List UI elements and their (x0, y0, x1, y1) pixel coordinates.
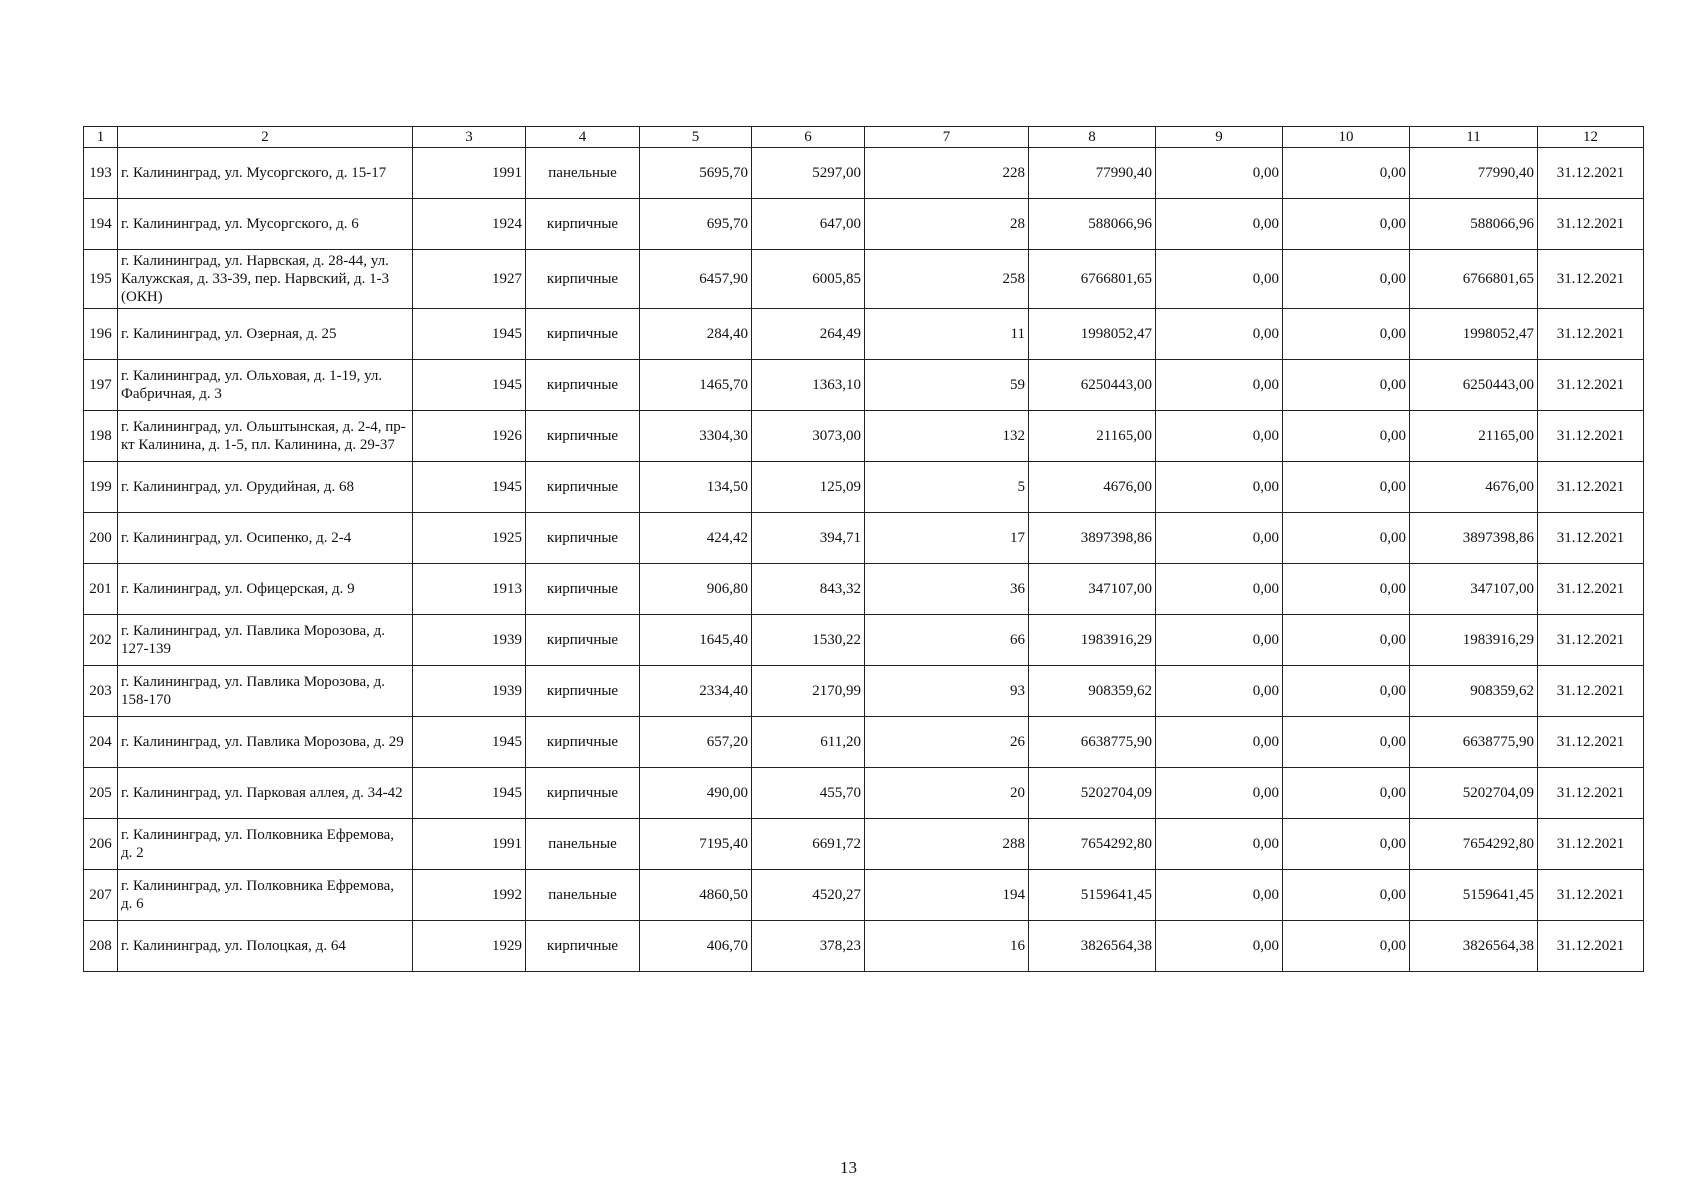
amount-cell: 5202704,09 (1410, 768, 1538, 819)
living-area-cell: 3073,00 (752, 411, 865, 462)
column-header: 6 (752, 127, 865, 148)
amount-cell: 347107,00 (1410, 564, 1538, 615)
address-cell: г. Калининград, ул. Павлика Морозова, д. 127-139 (118, 615, 413, 666)
amount-cell: 0,00 (1156, 870, 1283, 921)
living-area-cell: 125,09 (752, 462, 865, 513)
amount-cell: 0,00 (1283, 717, 1410, 768)
table-row (84, 360, 1644, 411)
table-row (84, 717, 1644, 768)
amount-cell: 0,00 (1156, 462, 1283, 513)
total-cost-cell: 6250443,00 (1029, 360, 1156, 411)
column-header: 8 (1029, 127, 1156, 148)
amount-cell: 6638775,90 (1410, 717, 1538, 768)
year-built-cell: 1992 (413, 870, 526, 921)
residents-count-cell: 288 (865, 819, 1029, 870)
residents-count-cell: 132 (865, 411, 1029, 462)
table-row (84, 666, 1644, 717)
total-cost-cell: 21165,00 (1029, 411, 1156, 462)
amount-cell: 0,00 (1156, 768, 1283, 819)
total-area-cell: 134,50 (640, 462, 752, 513)
wall-material-cell: кирпичные (526, 411, 640, 462)
amount-cell: 0,00 (1283, 564, 1410, 615)
living-area-cell: 6691,72 (752, 819, 865, 870)
total-area-cell: 284,40 (640, 309, 752, 360)
year-built-cell: 1945 (413, 462, 526, 513)
living-area-cell: 264,49 (752, 309, 865, 360)
address-cell: г. Калининград, ул. Ольховая, д. 1-19, ул. Фабричная, д. 3 (118, 360, 413, 411)
amount-cell: 0,00 (1156, 513, 1283, 564)
amount-cell: 0,00 (1156, 819, 1283, 870)
total-cost-cell: 6638775,90 (1029, 717, 1156, 768)
wall-material-cell: кирпичные (526, 564, 640, 615)
amount-cell: 0,00 (1283, 309, 1410, 360)
amount-cell: 0,00 (1156, 199, 1283, 250)
amount-cell: 0,00 (1156, 921, 1283, 972)
amount-cell: 0,00 (1156, 564, 1283, 615)
year-built-cell: 1991 (413, 148, 526, 199)
row-number-cell: 199 (84, 462, 118, 513)
address-cell: г. Калининград, ул. Павлика Морозова, д. 29 (118, 717, 413, 768)
year-built-cell: 1927 (413, 250, 526, 309)
address-cell: г. Калининград, ул. Озерная, д. 25 (118, 309, 413, 360)
amount-cell: 7654292,80 (1410, 819, 1538, 870)
table-row (84, 513, 1644, 564)
amount-cell: 1998052,47 (1410, 309, 1538, 360)
completion-date-cell: 31.12.2021 (1538, 666, 1644, 717)
residents-count-cell: 28 (865, 199, 1029, 250)
wall-material-cell: кирпичные (526, 921, 640, 972)
completion-date-cell: 31.12.2021 (1538, 250, 1644, 309)
amount-cell: 0,00 (1283, 921, 1410, 972)
amount-cell: 77990,40 (1410, 148, 1538, 199)
amount-cell: 0,00 (1283, 666, 1410, 717)
address-cell: г. Калининград, ул. Орудийная, д. 68 (118, 462, 413, 513)
page-number: 13 (840, 1158, 857, 1177)
completion-date-cell: 31.12.2021 (1538, 717, 1644, 768)
completion-date-cell: 31.12.2021 (1538, 921, 1644, 972)
completion-date-cell: 31.12.2021 (1538, 870, 1644, 921)
row-number-cell: 208 (84, 921, 118, 972)
row-number-cell: 202 (84, 615, 118, 666)
column-header: 3 (413, 127, 526, 148)
completion-date-cell: 31.12.2021 (1538, 768, 1644, 819)
amount-cell: 0,00 (1156, 717, 1283, 768)
amount-cell: 0,00 (1156, 615, 1283, 666)
column-header: 12 (1538, 127, 1644, 148)
amount-cell: 588066,96 (1410, 199, 1538, 250)
year-built-cell: 1913 (413, 564, 526, 615)
total-area-cell: 657,20 (640, 717, 752, 768)
wall-material-cell: панельные (526, 870, 640, 921)
row-number-cell: 193 (84, 148, 118, 199)
completion-date-cell: 31.12.2021 (1538, 360, 1644, 411)
completion-date-cell: 31.12.2021 (1538, 615, 1644, 666)
total-area-cell: 6457,90 (640, 250, 752, 309)
wall-material-cell: кирпичные (526, 199, 640, 250)
row-number-cell: 194 (84, 199, 118, 250)
living-area-cell: 647,00 (752, 199, 865, 250)
living-area-cell: 611,20 (752, 717, 865, 768)
total-area-cell: 490,00 (640, 768, 752, 819)
column-header: 10 (1283, 127, 1410, 148)
column-header: 7 (865, 127, 1029, 148)
amount-cell: 0,00 (1156, 148, 1283, 199)
completion-date-cell: 31.12.2021 (1538, 309, 1644, 360)
year-built-cell: 1945 (413, 717, 526, 768)
address-cell: г. Калининград, ул. Полковника Ефремова, д. 2 (118, 819, 413, 870)
wall-material-cell: панельные (526, 819, 640, 870)
total-cost-cell: 3897398,86 (1029, 513, 1156, 564)
amount-cell: 6766801,65 (1410, 250, 1538, 309)
total-cost-cell: 1983916,29 (1029, 615, 1156, 666)
address-cell: г. Калининград, ул. Парковая аллея, д. 34-42 (118, 768, 413, 819)
living-area-cell: 455,70 (752, 768, 865, 819)
residents-count-cell: 59 (865, 360, 1029, 411)
year-built-cell: 1929 (413, 921, 526, 972)
amount-cell: 0,00 (1156, 360, 1283, 411)
wall-material-cell: кирпичные (526, 717, 640, 768)
address-cell: г. Калининград, ул. Мусоргского, д. 15-17 (118, 148, 413, 199)
total-cost-cell: 77990,40 (1029, 148, 1156, 199)
table-row (84, 615, 1644, 666)
total-cost-cell: 5202704,09 (1029, 768, 1156, 819)
amount-cell: 1983916,29 (1410, 615, 1538, 666)
wall-material-cell: кирпичные (526, 360, 640, 411)
column-header: 9 (1156, 127, 1283, 148)
residents-count-cell: 36 (865, 564, 1029, 615)
amount-cell: 5159641,45 (1410, 870, 1538, 921)
column-header: 11 (1410, 127, 1538, 148)
total-cost-cell: 6766801,65 (1029, 250, 1156, 309)
address-cell: г. Калининград, ул. Мусоргского, д. 6 (118, 199, 413, 250)
amount-cell: 3826564,38 (1410, 921, 1538, 972)
completion-date-cell: 31.12.2021 (1538, 462, 1644, 513)
residents-count-cell: 26 (865, 717, 1029, 768)
row-number-cell: 200 (84, 513, 118, 564)
amount-cell: 0,00 (1156, 250, 1283, 309)
total-area-cell: 1465,70 (640, 360, 752, 411)
row-number-cell: 195 (84, 250, 118, 309)
residents-count-cell: 194 (865, 870, 1029, 921)
total-area-cell: 424,42 (640, 513, 752, 564)
amount-cell: 0,00 (1156, 411, 1283, 462)
row-number-cell: 205 (84, 768, 118, 819)
year-built-cell: 1939 (413, 666, 526, 717)
amount-cell: 4676,00 (1410, 462, 1538, 513)
address-cell: г. Калининград, ул. Ольштынская, д. 2-4, пр-кт Калинина, д. 1-5, пл. Калинина, д. 29-37 (118, 411, 413, 462)
amount-cell: 0,00 (1283, 148, 1410, 199)
address-cell: г. Калининград, ул. Офицерская, д. 9 (118, 564, 413, 615)
wall-material-cell: кирпичные (526, 250, 640, 309)
total-area-cell: 3304,30 (640, 411, 752, 462)
total-area-cell: 406,70 (640, 921, 752, 972)
living-area-cell: 394,71 (752, 513, 865, 564)
total-area-cell: 906,80 (640, 564, 752, 615)
living-area-cell: 6005,85 (752, 250, 865, 309)
amount-cell: 0,00 (1283, 819, 1410, 870)
residents-count-cell: 17 (865, 513, 1029, 564)
address-cell: г. Калининград, ул. Осипенко, д. 2-4 (118, 513, 413, 564)
wall-material-cell: кирпичные (526, 513, 640, 564)
amount-cell: 6250443,00 (1410, 360, 1538, 411)
column-header: 2 (118, 127, 413, 148)
wall-material-cell: кирпичные (526, 462, 640, 513)
residents-count-cell: 16 (865, 921, 1029, 972)
table-row (84, 411, 1644, 462)
living-area-cell: 843,32 (752, 564, 865, 615)
total-cost-cell: 7654292,80 (1029, 819, 1156, 870)
residents-count-cell: 11 (865, 309, 1029, 360)
amount-cell: 3897398,86 (1410, 513, 1538, 564)
year-built-cell: 1926 (413, 411, 526, 462)
total-cost-cell: 3826564,38 (1029, 921, 1156, 972)
wall-material-cell: кирпичные (526, 666, 640, 717)
living-area-cell: 4520,27 (752, 870, 865, 921)
completion-date-cell: 31.12.2021 (1538, 564, 1644, 615)
table-row (84, 564, 1644, 615)
living-area-cell: 1363,10 (752, 360, 865, 411)
total-area-cell: 695,70 (640, 199, 752, 250)
total-cost-cell: 1998052,47 (1029, 309, 1156, 360)
amount-cell: 0,00 (1156, 666, 1283, 717)
year-built-cell: 1991 (413, 819, 526, 870)
completion-date-cell: 31.12.2021 (1538, 199, 1644, 250)
residents-count-cell: 5 (865, 462, 1029, 513)
amount-cell: 0,00 (1156, 309, 1283, 360)
column-header: 4 (526, 127, 640, 148)
row-number-cell: 198 (84, 411, 118, 462)
row-number-cell: 204 (84, 717, 118, 768)
address-cell: г. Калининград, ул. Павлика Морозова, д. 158-170 (118, 666, 413, 717)
table-row (84, 148, 1644, 199)
amount-cell: 0,00 (1283, 768, 1410, 819)
table-row (84, 921, 1644, 972)
table-row (84, 462, 1644, 513)
completion-date-cell: 31.12.2021 (1538, 411, 1644, 462)
residents-count-cell: 93 (865, 666, 1029, 717)
wall-material-cell: кирпичные (526, 768, 640, 819)
amount-cell: 0,00 (1283, 615, 1410, 666)
year-built-cell: 1945 (413, 360, 526, 411)
wall-material-cell: панельные (526, 148, 640, 199)
total-area-cell: 2334,40 (640, 666, 752, 717)
wall-material-cell: кирпичные (526, 309, 640, 360)
amount-cell: 0,00 (1283, 360, 1410, 411)
residents-count-cell: 228 (865, 148, 1029, 199)
completion-date-cell: 31.12.2021 (1538, 148, 1644, 199)
table-row (84, 250, 1644, 309)
row-number-cell: 197 (84, 360, 118, 411)
address-cell: г. Калининград, ул. Полоцкая, д. 64 (118, 921, 413, 972)
row-number-cell: 196 (84, 309, 118, 360)
total-area-cell: 5695,70 (640, 148, 752, 199)
row-number-cell: 206 (84, 819, 118, 870)
row-number-cell: 207 (84, 870, 118, 921)
column-header: 5 (640, 127, 752, 148)
amount-cell: 21165,00 (1410, 411, 1538, 462)
year-built-cell: 1925 (413, 513, 526, 564)
total-cost-cell: 4676,00 (1029, 462, 1156, 513)
year-built-cell: 1945 (413, 309, 526, 360)
address-cell: г. Калининград, ул. Полковника Ефремова, д. 6 (118, 870, 413, 921)
living-area-cell: 378,23 (752, 921, 865, 972)
total-cost-cell: 5159641,45 (1029, 870, 1156, 921)
year-built-cell: 1924 (413, 199, 526, 250)
total-cost-cell: 588066,96 (1029, 199, 1156, 250)
table-body (84, 148, 1644, 972)
buildings-table (83, 126, 1644, 972)
table-row (84, 199, 1644, 250)
table-row (84, 819, 1644, 870)
column-header: 1 (84, 127, 118, 148)
amount-cell: 0,00 (1283, 411, 1410, 462)
amount-cell: 0,00 (1283, 199, 1410, 250)
address-cell: г. Калининград, ул. Нарвская, д. 28-44, ул. Калужская, д. 33-39, пер. Нарвский, д. 1-3 (ОКН) (118, 250, 413, 309)
living-area-cell: 1530,22 (752, 615, 865, 666)
table-row (84, 309, 1644, 360)
table-row (84, 870, 1644, 921)
amount-cell: 908359,62 (1410, 666, 1538, 717)
residents-count-cell: 258 (865, 250, 1029, 309)
total-area-cell: 4860,50 (640, 870, 752, 921)
total-area-cell: 1645,40 (640, 615, 752, 666)
year-built-cell: 1939 (413, 615, 526, 666)
total-cost-cell: 347107,00 (1029, 564, 1156, 615)
total-cost-cell: 908359,62 (1029, 666, 1156, 717)
residents-count-cell: 66 (865, 615, 1029, 666)
total-area-cell: 7195,40 (640, 819, 752, 870)
completion-date-cell: 31.12.2021 (1538, 513, 1644, 564)
year-built-cell: 1945 (413, 768, 526, 819)
amount-cell: 0,00 (1283, 250, 1410, 309)
residents-count-cell: 20 (865, 768, 1029, 819)
wall-material-cell: кирпичные (526, 615, 640, 666)
living-area-cell: 2170,99 (752, 666, 865, 717)
amount-cell: 0,00 (1283, 513, 1410, 564)
amount-cell: 0,00 (1283, 462, 1410, 513)
completion-date-cell: 31.12.2021 (1538, 819, 1644, 870)
living-area-cell: 5297,00 (752, 148, 865, 199)
row-number-cell: 203 (84, 666, 118, 717)
table-row (84, 768, 1644, 819)
column-number-header-row (84, 127, 1644, 148)
amount-cell: 0,00 (1283, 870, 1410, 921)
row-number-cell: 201 (84, 564, 118, 615)
